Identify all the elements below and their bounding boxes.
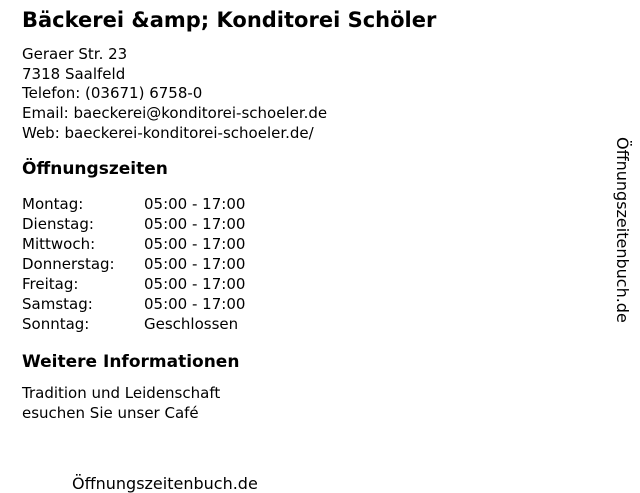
time-value: 05:00 - 17:00	[144, 275, 246, 293]
site-watermark-vertical: Öffnungszeitenbuch.de	[613, 137, 632, 323]
email-line: Email: baeckerei@konditorei-schoeler.de	[22, 104, 328, 123]
info-line-cafe: esuchen Sie unser Café	[22, 404, 199, 422]
additional-info-heading: Weitere Informationen	[22, 352, 240, 372]
hours-row-saturday	[22, 294, 245, 314]
day-label: Dienstag:	[22, 215, 94, 233]
opening-hours-heading: Öffnungszeiten	[22, 159, 168, 179]
time-value: Geschlossen	[144, 315, 239, 333]
day-label: Freitag:	[22, 275, 79, 293]
day-label: Donnerstag:	[22, 255, 115, 273]
hours-row-sunday	[22, 314, 245, 334]
address-city: 7318 Saalfeld	[22, 64, 126, 83]
time-value: 05:00 - 17:00	[144, 255, 246, 273]
day-label: Mittwoch:	[22, 235, 96, 253]
hours-row-wednesday	[22, 234, 245, 254]
info-line-slogan: Tradition und Leidenschaft	[22, 384, 221, 402]
day-label: Sonntag:	[22, 315, 90, 333]
time-value: 05:00 - 17:00	[144, 235, 246, 253]
hours-row-tuesday	[22, 214, 245, 234]
time-value: 05:00 - 17:00	[144, 215, 246, 233]
hours-row-friday	[22, 274, 245, 294]
opening-hours-table	[22, 194, 245, 334]
contact-block	[22, 45, 327, 144]
time-value: 05:00 - 17:00	[144, 295, 246, 313]
business-name-title: Bäckerei &amp; Konditorei Schöler	[22, 8, 437, 32]
address-street: Geraer Str. 23	[22, 45, 128, 63]
day-label: Montag:	[22, 195, 84, 213]
web-line: Web: baeckerei-konditorei-schoeler.de/	[22, 123, 314, 142]
day-label: Samstag:	[22, 295, 93, 313]
additional-info-block	[22, 383, 220, 423]
time-value: 05:00 - 17:00	[144, 195, 246, 213]
phone-line: Telefon: (03671) 6758-0	[22, 84, 203, 103]
hours-row-monday	[22, 194, 245, 214]
footer-clipped-text: Öffnungszeitenbuch.de	[72, 474, 258, 493]
hours-row-thursday	[22, 254, 245, 274]
